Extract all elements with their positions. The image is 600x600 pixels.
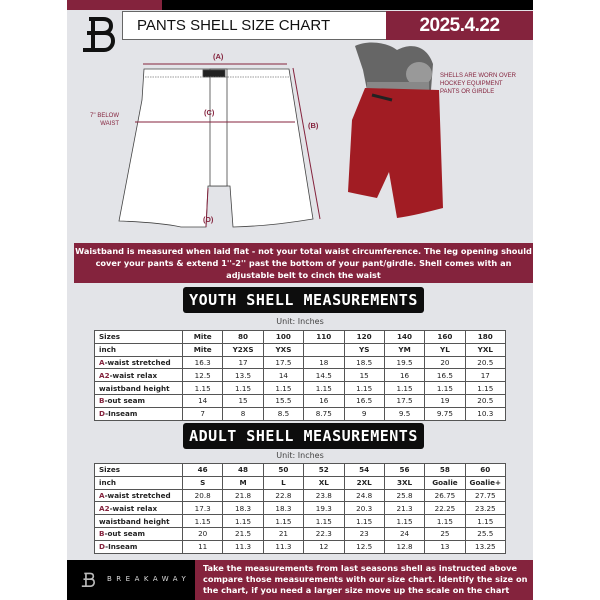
table-cell: 20 — [183, 527, 223, 540]
row-label — [95, 489, 183, 502]
youth-size-table — [94, 330, 506, 421]
table-cell: 20.5 — [465, 394, 505, 407]
table-cell: L — [263, 476, 303, 489]
measure-letter: A — [99, 490, 105, 500]
table-row — [95, 382, 506, 395]
table-cell — [304, 343, 344, 356]
table-cell: 48 — [223, 464, 263, 477]
row-label-text: Sizes — [99, 465, 120, 475]
top-black-bar — [162, 0, 533, 10]
measure-letter: A2 — [99, 503, 110, 513]
row-label-text: -waist relax — [109, 370, 158, 380]
row-label-text: -waist stretched — [104, 490, 171, 500]
row-label — [95, 540, 183, 553]
table-cell: 12.8 — [384, 540, 424, 553]
row-label-text: waistband height — [99, 516, 170, 526]
waist-note: 7'' BELOW WAIST — [90, 113, 119, 127]
youth-section-title: YOUTH SHELL MEASUREMENTS — [183, 287, 424, 313]
table-cell: 16.3 — [183, 356, 223, 369]
row-label — [95, 502, 183, 515]
measure-letter: B — [99, 396, 105, 406]
table-cell: 25.5 — [465, 527, 505, 540]
table-cell: 17 — [223, 356, 263, 369]
table-cell: 17.5 — [263, 356, 303, 369]
table-cell: 16 — [304, 394, 344, 407]
row-label — [95, 343, 183, 356]
table-cell: 24 — [384, 527, 424, 540]
table-cell: 14 — [183, 394, 223, 407]
table-cell: 21.5 — [223, 527, 263, 540]
table-cell: 27.75 — [465, 489, 505, 502]
table-cell: 56 — [384, 464, 424, 477]
row-label — [95, 331, 183, 344]
table-cell: Goalie — [425, 476, 465, 489]
table-cell: 19 — [425, 394, 465, 407]
table-cell: 1.15 — [344, 515, 384, 528]
table-row — [95, 515, 506, 528]
label-b: (B) — [308, 121, 319, 130]
table-cell: 52 — [304, 464, 344, 477]
shell-note: SHELLS ARE WORN OVER HOCKEY EQUIPMENT PANTS OR GIRDLE — [440, 73, 517, 95]
table-cell: 1.15 — [263, 515, 303, 528]
breakaway-footer-logo-icon — [81, 568, 95, 592]
table-row — [95, 489, 506, 502]
row-label-text: -Inseam — [105, 409, 138, 419]
row-label-text: inch — [99, 478, 116, 488]
table-cell: 16.5 — [425, 369, 465, 382]
row-label — [95, 527, 183, 540]
measurement-info-banner: Waistband is measured when laid flat - not your total waist circumference. The leg opening should cover your pants & extend 1''-2'' past the bottom of your pant/girdle. Shell comes with an adjustable belt to cinch the waist — [74, 243, 533, 283]
table-cell: 8.75 — [304, 407, 344, 420]
table-cell: 13.5 — [223, 369, 263, 382]
table-cell: 24.8 — [344, 489, 384, 502]
table-cell: 3XL — [384, 476, 424, 489]
table-cell: 22.3 — [304, 527, 344, 540]
youth-unit-label: Unit: Inches — [276, 317, 324, 326]
row-label-text: inch — [99, 345, 116, 355]
table-cell: 19.3 — [304, 502, 344, 515]
table-cell: YXL — [465, 343, 505, 356]
table-cell: YS — [344, 343, 384, 356]
table-cell: 1.15 — [223, 382, 263, 395]
table-cell: 1.15 — [425, 382, 465, 395]
table-cell: 10.3 — [465, 407, 505, 420]
table-cell: 180 — [465, 331, 505, 344]
table-cell: 22.25 — [425, 502, 465, 515]
table-cell: 80 — [223, 331, 263, 344]
table-cell: Goalie+ — [465, 476, 505, 489]
measure-letter: A2 — [99, 370, 110, 380]
measure-letter: B — [99, 529, 105, 539]
table-cell: 1.15 — [183, 515, 223, 528]
table-cell: 21.8 — [223, 489, 263, 502]
table-cell: 19.5 — [384, 356, 424, 369]
table-cell: 13.25 — [465, 540, 505, 553]
table-cell: 1.15 — [384, 382, 424, 395]
table-cell: 12 — [304, 540, 344, 553]
table-row — [95, 331, 506, 344]
table-row — [95, 407, 506, 420]
table-cell: 18.3 — [263, 502, 303, 515]
table-cell: 9.75 — [425, 407, 465, 420]
table-cell: 23.25 — [465, 502, 505, 515]
label-c: (C) — [204, 108, 215, 117]
table-cell: 20 — [425, 356, 465, 369]
table-cell: 58 — [425, 464, 465, 477]
table-cell: YXS — [263, 343, 303, 356]
date-badge: 2025.4.22 — [386, 11, 533, 40]
table-cell: 8.5 — [263, 407, 303, 420]
page-title: PANTS SHELL SIZE CHART — [122, 11, 386, 40]
table-cell: 20.3 — [344, 502, 384, 515]
table-cell: 140 — [384, 331, 424, 344]
row-label — [95, 515, 183, 528]
table-cell: YM — [384, 343, 424, 356]
table-cell: 60 — [465, 464, 505, 477]
table-cell: 21.3 — [384, 502, 424, 515]
table-cell: 9 — [344, 407, 384, 420]
table-cell: 17.3 — [183, 502, 223, 515]
table-cell: 100 — [263, 331, 303, 344]
measure-letter: D — [99, 409, 106, 419]
table-cell: 16 — [384, 369, 424, 382]
table-cell: 7 — [183, 407, 223, 420]
table-cell: 20.5 — [465, 356, 505, 369]
table-cell: 17.5 — [384, 394, 424, 407]
table-cell: 1.15 — [344, 382, 384, 395]
table-cell: 25 — [425, 527, 465, 540]
label-a: (A) — [213, 52, 224, 61]
table-cell: YL — [425, 343, 465, 356]
shell-photo — [348, 43, 443, 218]
table-cell: 15 — [223, 394, 263, 407]
table-cell: 21 — [263, 527, 303, 540]
table-cell: 20.8 — [183, 489, 223, 502]
row-label — [95, 382, 183, 395]
table-cell: 14 — [263, 369, 303, 382]
table-cell: 9.5 — [384, 407, 424, 420]
row-label-text: -waist stretched — [104, 357, 171, 367]
row-label-text: -out seam — [104, 396, 145, 406]
row-label-text: Sizes — [99, 332, 120, 342]
table-cell: 2XL — [344, 476, 384, 489]
measure-letter: A — [99, 357, 105, 367]
table-cell: Y2XS — [223, 343, 263, 356]
adult-unit-label: Unit: Inches — [276, 451, 324, 460]
table-cell: 1.15 — [304, 515, 344, 528]
table-cell: 16.5 — [344, 394, 384, 407]
pants-diagram — [67, 40, 533, 240]
table-cell: 1.15 — [384, 515, 424, 528]
table-row — [95, 464, 506, 477]
table-cell: 18 — [304, 356, 344, 369]
top-accent-bar — [67, 0, 162, 10]
table-cell: Mite — [183, 343, 223, 356]
row-label — [95, 407, 183, 420]
table-cell: 160 — [425, 331, 465, 344]
table-cell: 1.15 — [183, 382, 223, 395]
row-label-text: -waist relax — [109, 503, 158, 513]
table-cell: 1.15 — [223, 515, 263, 528]
table-cell: M — [223, 476, 263, 489]
table-row — [95, 502, 506, 515]
table-cell: 15 — [344, 369, 384, 382]
table-row — [95, 527, 506, 540]
table-cell: 120 — [344, 331, 384, 344]
table-cell: Mite — [183, 331, 223, 344]
table-row — [95, 394, 506, 407]
table-row — [95, 540, 506, 553]
table-row — [95, 343, 506, 356]
table-cell: S — [183, 476, 223, 489]
table-cell: 11 — [183, 540, 223, 553]
row-label-text: -out seam — [104, 529, 145, 539]
table-cell: 17 — [465, 369, 505, 382]
table-cell: 12.5 — [344, 540, 384, 553]
table-cell: 11.3 — [263, 540, 303, 553]
adult-section-title: ADULT SHELL MEASUREMENTS — [183, 423, 424, 449]
table-cell: 18.3 — [223, 502, 263, 515]
row-label-text: -Inseam — [105, 542, 138, 552]
table-cell: 1.15 — [304, 382, 344, 395]
measure-letter: D — [99, 542, 106, 552]
row-label — [95, 356, 183, 369]
table-cell: 1.15 — [425, 515, 465, 528]
table-cell: 46 — [183, 464, 223, 477]
table-cell: 23.8 — [304, 489, 344, 502]
table-cell: 26.75 — [425, 489, 465, 502]
row-label — [95, 369, 183, 382]
table-cell: 18.5 — [344, 356, 384, 369]
table-cell: 50 — [263, 464, 303, 477]
adult-size-table — [94, 463, 506, 554]
table-cell: 23 — [344, 527, 384, 540]
table-cell: 14.5 — [304, 369, 344, 382]
row-label-text: waistband height — [99, 383, 170, 393]
table-cell: 15.5 — [263, 394, 303, 407]
table-cell: 13 — [425, 540, 465, 553]
table-cell: 1.15 — [465, 515, 505, 528]
table-cell: XL — [304, 476, 344, 489]
brand-name: BREAKAWAY — [107, 575, 191, 583]
row-label — [95, 464, 183, 477]
footer-instructions: Take the measurements from last seasons shell as instructed above compare those measurements with our size chart. Identify the size on the chart, if you need a larger size move up the scale on the chart — [195, 560, 533, 600]
table-cell: 1.15 — [465, 382, 505, 395]
table-cell: 12.5 — [183, 369, 223, 382]
table-row — [95, 369, 506, 382]
row-label — [95, 394, 183, 407]
table-cell: 54 — [344, 464, 384, 477]
pants-outline — [119, 69, 313, 227]
table-cell: 1.15 — [263, 382, 303, 395]
table-row — [95, 356, 506, 369]
table-row — [95, 476, 506, 489]
table-cell: 25.8 — [384, 489, 424, 502]
table-cell: 11.3 — [223, 540, 263, 553]
table-cell: 110 — [304, 331, 344, 344]
table-cell: 22.8 — [263, 489, 303, 502]
label-d: (D) — [203, 215, 214, 224]
size-chart-poster — [67, 0, 533, 600]
row-label — [95, 476, 183, 489]
table-cell: 8 — [223, 407, 263, 420]
